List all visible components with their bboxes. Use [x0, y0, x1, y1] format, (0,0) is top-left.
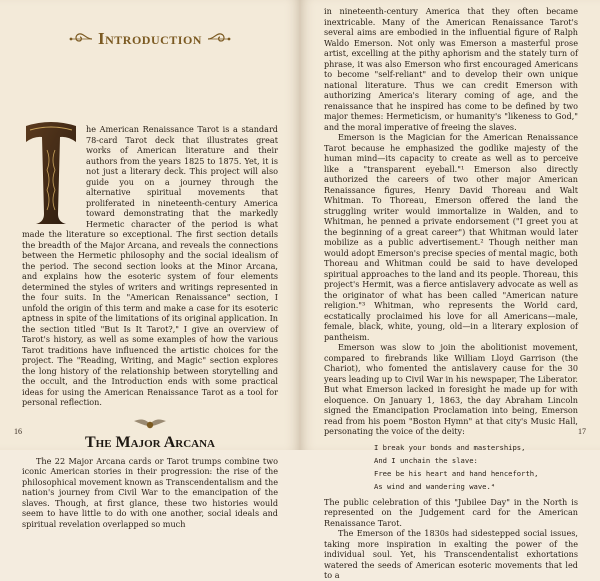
- left-ornament-icon: [68, 30, 94, 48]
- introduction-heading: [22, 26, 278, 52]
- intro-section: [22, 124, 278, 408]
- section-title: Introduction: [98, 29, 202, 48]
- dropcap-letter-icon: [22, 120, 80, 228]
- winged-globe-icon: [133, 416, 167, 432]
- major-arcana-paragraph: The 22 Major Arcana cards or Tarot trumps combine two iconic American stories in their progression: the rise of the philosophical movement known as Transcendentalism and the nation's journey from Civil War to the emancipation of the slaves. Though, at first glance, these two histories would seem to have little to do with one another, social ideals and spiritual revelation overlapped so much: [22, 455, 278, 529]
- paragraph-3: Emerson was slow to join the abolitionist movement, compared to firebrands like William Lloyd Garrison (the Chariot), who fomented the antislavery cause for the 30 years leading up to Civil War in his newspaper, The Liberator. But what Emerson lacked in foresight he made up for with eloquence. On January 1, 1863, the day Abraham Lincoln signed the Emancipation Proclamation into being, Emerson read from his poem "Boston Hymn" at that city's Music Hall, personating the voice of the deity:: [324, 342, 578, 436]
- paragraph-5: The Emerson of the 1830s had sidestepped social issues, taking more inspiration in exalting the power of the individual soul. Yet, his Transcendentalist exhortations watered the seeds of American esoteric movements that led to a: [324, 528, 578, 580]
- verse-line: Free be his heart and hand henceforth,: [374, 468, 539, 478]
- paragraph-4: The public celebration of this "Jubilee Day" in the North is represented on the Judgement card for the American Renaissance Tarot.: [324, 496, 578, 528]
- verse-line: I break your bonds and masterships,: [374, 442, 526, 452]
- left-page-number: 16: [14, 427, 22, 436]
- right-page-number: 17: [578, 427, 586, 436]
- poem-verse: [374, 441, 578, 493]
- verse-line: And I unchain the slave:: [374, 455, 478, 465]
- right-page: [300, 0, 600, 580]
- subsection-title: The Major Arcana: [84, 433, 215, 451]
- winged-emblem: [22, 416, 278, 432]
- verse-line: As wind and wandering wave.⁴: [374, 481, 496, 491]
- paragraph-1: in nineteenth-century America that they often became inextricable. Many of the American Renaissance Tarot's several aims are embodied in the influential figure of Ralph Waldo Emerson. Not only was Emerson a masterful prose artist, excelling at the pithy aphorism and the stately turn of phrase, it was also Emerson who first encouraged Americans to become "self-reliant" and to develop their own unique national literature. Thus we can credit Emerson with authorizing America's literary coming of age, and the renaissance that he inspired has come to be defined by two major themes: Hermeticism, or humanity's "likeness to God," and the moral imperative of freeing the slaves.: [324, 6, 578, 132]
- dropcap: [22, 120, 80, 228]
- intro-paragraph: he American Renaissance Tarot is a standard 78-card Tarot deck that illustrates great works of American literature and their authors from the years 1825 to 1875. Yet, it is not just a literary deck. This project will also guide you on a journey through the alternative spiritual movements that proliferated in nineteenth-century America toward demonstrating that the markedly Hermetic character of the period is what made the literature so exceptional. The first section details the breadth of the Major Arcana, and reveals the connections between the Hermetic philosophy and the social idealism of the period. The second section looks at the Minor Arcana, and explains how the esoteric system of four elements determined the styles of writers and writings represented in the four suits. In the "American Renaissance" section, I unfold the origin of this term and make a case for its esoteric aptness in spite of the limitations of its original application. In the section titled "But Is It Tarot?," I give an overview of Tarot's history, as well as some examples of how the various Tarot traditions have influenced the artistic choices for the project. The "Reading, Writing, and Magic" section explores the long history of the relationship between storytelling and the occult, and the Introduction ends with some practical ideas for using the American Renaissance Tarot as a tool for personal reflection.: [22, 124, 279, 407]
- right-ornament-icon: [206, 30, 232, 48]
- left-page: [0, 0, 300, 529]
- major-arcana-heading: [22, 434, 278, 452]
- paragraph-2: Emerson is the Magician for the American Renaissance Tarot because he emphasized the godlike majesty of the human mind—its capacity to create as well as to perceive like a "transparent eyeball."¹ Emerson also directly authorized the careers of two other major American Renaissance figures, Henry David Thoreau and Walt Whitman. To Thoreau, Emerson offered the land the struggling writer would immortalize in Walden, and to Whitman, he penned a private endorsement ("I greet you at the beginning of a great career") that Whitman would later mobilize as a public advertisement.² Though neither man would adopt Emerson's precise species of mental magic, both Thoreau and Whitman could be said to have developed spiritual approaches to the land and its people. Thoreau, this project's Hermit, was a fierce antislavery advocate as well as the originator of what has been called "American nature religion."³ Whitman, who represents the World card, ecstatically proclaimed his love for all Americans—male, female, black, white, young, old—in a literary explosion of pantheism.: [324, 132, 578, 342]
